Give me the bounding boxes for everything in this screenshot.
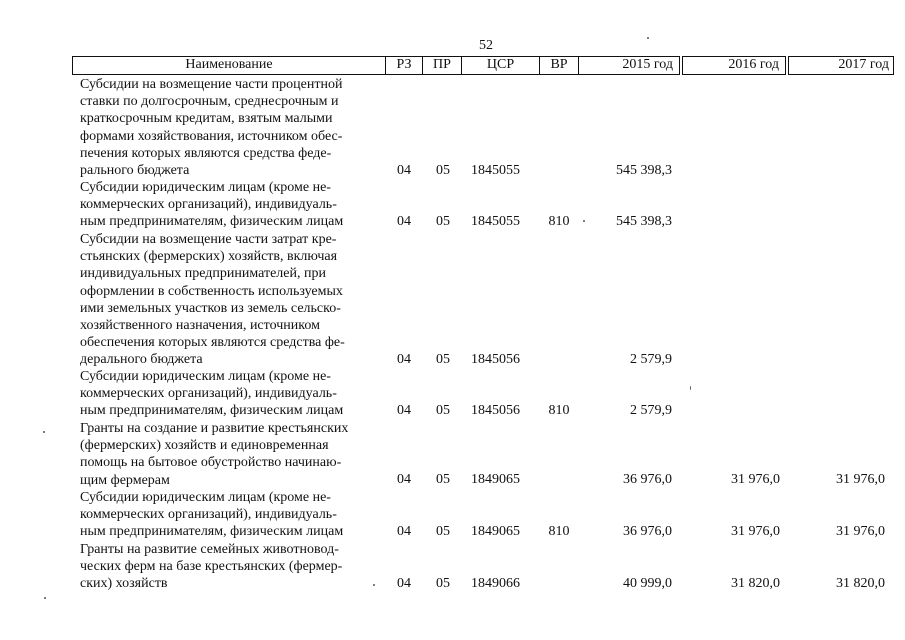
row-2015: 545 398,3 [616,163,672,178]
row-name: Гранты на создание и развитие крестьянских (фермерских) хозяйств и единовременная помощь на бытовое обустройство начинаю- щим фермерам [80,421,349,488]
row-vr: 810 [548,524,570,539]
row-name: Субсидии юридическим лицам (кроме не- коммерческих организаций), индивидуаль- ным предпринимателям, физическим лицам [80,180,344,230]
scan-speck [690,386,691,390]
header-vr: ВР [539,56,579,75]
row-csr: 1845055 [471,214,520,229]
row-rz: 04 [397,472,411,487]
row-pr: 05 [436,576,450,591]
header-csr: ЦСР [461,56,540,75]
row-2017: 31 976,0 [836,524,885,539]
row-rz: 04 [397,214,411,229]
scan-speck [43,431,45,433]
row-rz: 04 [397,403,411,418]
row-2016: 31 976,0 [731,472,780,487]
row-name: Субсидии на возмещение части затрат кре- стьянских (фермерских) хозяйств, включая индивидуальных предпринимателей, при оформлении в собственность используемых ими земельных участков из земель сельско- хозяйственного назначения, источником обеспечения которых являются средства фе- дерального бюджета [80,232,345,368]
row-pr: 05 [436,524,450,539]
row-2016: 31 820,0 [731,576,780,591]
row-rz: 04 [397,352,411,367]
row-pr: 05 [436,163,450,178]
row-pr: 05 [436,472,450,487]
row-rz: 04 [397,576,411,591]
row-2015: 40 999,0 [623,576,672,591]
row-name: Субсидии на возмещение части процентной ставки по долгосрочным, среднесрочным и краткосрочным кредитам, взятым малыми формами хозяйствования, источником обес- печения которых являются средства феде- рального бюджета [80,77,343,179]
row-2015: 545 398,3 [616,214,672,229]
scan-speck [44,597,46,599]
row-2017: 31 820,0 [836,576,885,591]
header-rz: РЗ [385,56,423,75]
row-2015: 36 976,0 [623,524,672,539]
row-csr: 1849065 [471,524,520,539]
scan-speck [647,37,649,39]
scan-speck [583,220,585,222]
row-vr: 810 [548,214,570,229]
row-csr: 1849065 [471,472,520,487]
row-pr: 05 [436,214,450,229]
row-vr: 810 [548,403,570,418]
page-number: 52 [479,38,493,53]
row-rz: 04 [397,524,411,539]
header-2017: 2017 год [788,56,894,75]
row-csr: 1845055 [471,163,520,178]
row-pr: 05 [436,352,450,367]
row-pr: 05 [436,403,450,418]
row-2016: 31 976,0 [731,524,780,539]
row-2017: 31 976,0 [836,472,885,487]
row-name: Субсидии юридическим лицам (кроме не- коммерческих организаций), индивидуаль- ным предпринимателям, физическим лицам [80,369,344,419]
header-2016: 2016 год [682,56,786,75]
row-csr: 1849066 [471,576,520,591]
row-name: Субсидии юридическим лицам (кроме не- коммерческих организаций), индивидуаль- ным предпринимателям, физическим лицам [80,490,344,540]
row-2015: 2 579,9 [630,403,672,418]
header-name: Наименование [72,56,386,75]
row-csr: 1845056 [471,403,520,418]
header-pr: ПР [422,56,462,75]
row-rz: 04 [397,163,411,178]
row-2015: 36 976,0 [623,472,672,487]
scan-speck [373,584,375,586]
header-2015: 2015 год [578,56,680,75]
row-csr: 1845056 [471,352,520,367]
row-name: Гранты на развитие семейных животновод- ческих ферм на базе крестьянских (фермер- ских) хозяйств [80,542,343,592]
row-2015: 2 579,9 [630,352,672,367]
